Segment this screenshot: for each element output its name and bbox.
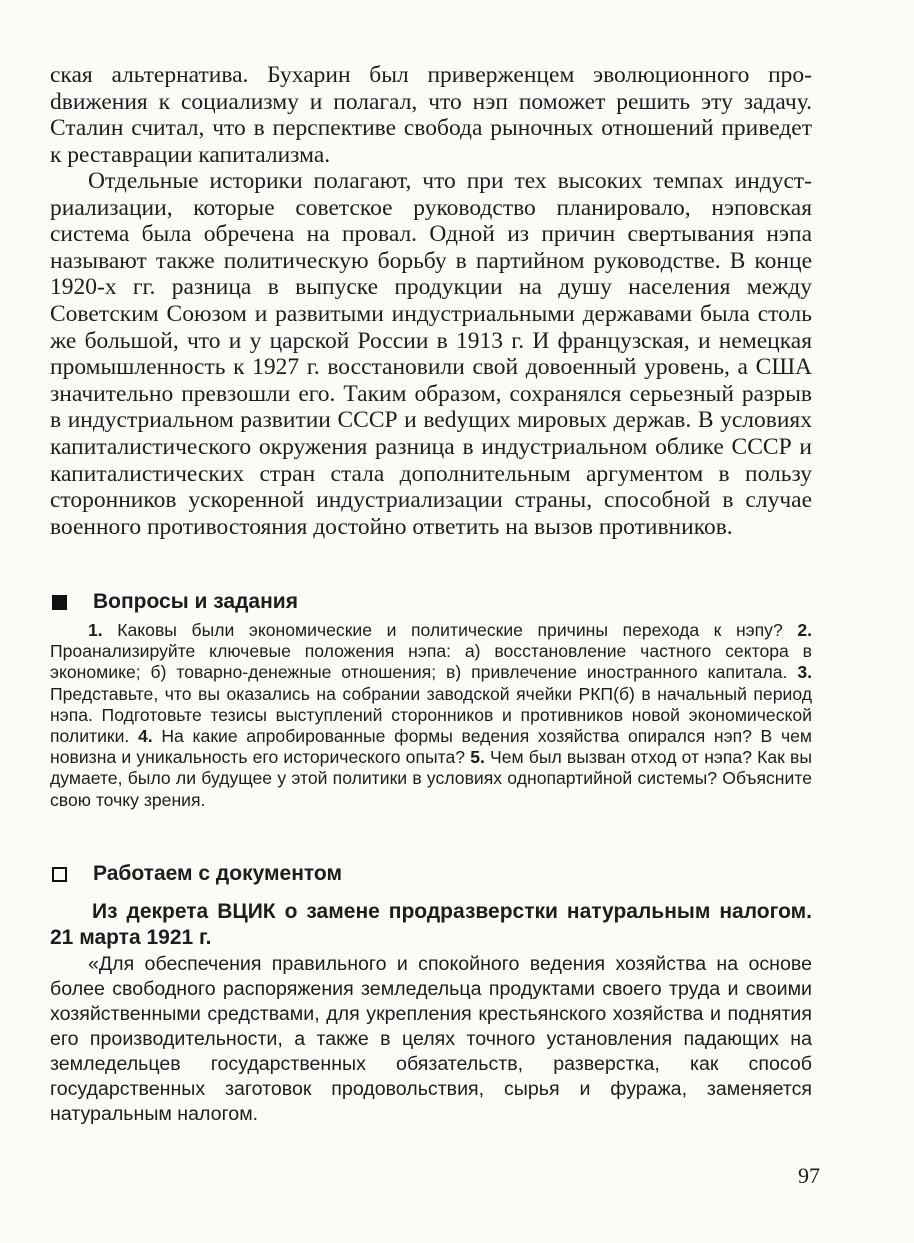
question-text: На какие апробированные формы ведения хозяйства опирался нэп? В чем новизна и уникальность его исторического опыта? (50, 726, 812, 768)
filled-square-icon (52, 595, 67, 610)
question-number: 4. (137, 726, 153, 747)
question-text: Проанализируйте ключевые положения нэпа: а) восстановление частного сектора в экономике; б) товарно-денежные отношения; в) привлечение иностранного капитала. (50, 641, 812, 683)
question-number: 5. (470, 747, 485, 768)
question-text: Чем был вызван отход от нэпа? Как вы думаете, было ли будущее у этой политики в условиях однопартийной системы? Объясните свою точку зрения. (50, 747, 812, 810)
text-paragraph-historians (50, 168, 812, 540)
question-number: 1. (88, 620, 103, 640)
question-number: 3. (797, 662, 812, 683)
document-heading-text: Работаем с документом (93, 862, 342, 885)
page-number: 97 (798, 1163, 820, 1188)
document-section-heading (52, 861, 342, 887)
questions-heading-text: Вопросы и задания (93, 590, 298, 613)
paragraph-2-text: Отдельные историки полагают, что при тех высоких темпах индустриализации, которые советское руководство планировало, нэповская система была обречена на провал. Одной из причин свертывания нэпа называют также политическую борьбу в партийном руководстве. В конце 1920-х гг. разница в выпуске продукции на душу населения между Советским Союзом и развитыми индустриальными державами была столь же большой, что и у царской России в 1913 г. И французская, и немецкая промышленность к 1927 г. восстановили свой довоенный уровень, а США значительно превзошли его. Таким образом, сохранялся серьезный разрыв в индустриальном развитии СССР и веdущих мировых держав. В условиях капиталистического окружения разница в индустриальном облике СССР и капиталистических стран стала дополнительным аргументом в пользу сторонников ускоренной индустриализации страны, способной в случае военного противостояния достойно ответить на вызов противников. (50, 168, 812, 540)
document-excerpt-text: «Для обеспечения правильного и спокойного ведения хозяйства на основе более свободного распоряжения земледельца продуктами своего труда и своими хозяйственными средствами, для укрепления крестьянского хозяйства и поднятия его производительности, а также в целях точного установления падающих на земледельцев государственных обязательств, разверстка, как способ государственных заготовок продовольствия, сырья и фуража, заменяется натуральным налогом. (50, 953, 812, 1125)
document-title (50, 899, 812, 951)
question-number: 2. (797, 620, 812, 640)
text-paragraph-continuation (50, 62, 812, 168)
document-title-text: Из декрета ВЦИК о замене продразверстки натуральным налогом. 21 марта 1921 г. (50, 900, 812, 949)
questions-paragraph (50, 620, 812, 811)
hollow-square-icon (52, 867, 67, 882)
questions-section-heading (52, 589, 298, 615)
document-excerpt (50, 952, 812, 1127)
question-text: Представьте, что вы оказались на собрании заводской ячейки РКП(б) в начальный период нэпа. Подготовьте тезисы выступлений сторонников и противников новой экономической политики. (50, 683, 812, 747)
questions-list (50, 620, 812, 811)
question-text: Каковы были экономические и политические причины перехода к нэпу? (102, 620, 798, 640)
paragraph-1-text: ская альтернатива. Бухарин был приверженцем эволюционного проdвижения к социализму и полагал, что нэп поможет решить эту задачу. Сталин считал, что в перспективе свобода рыночных отношений приведет к реставрации капитализма. (50, 62, 812, 168)
